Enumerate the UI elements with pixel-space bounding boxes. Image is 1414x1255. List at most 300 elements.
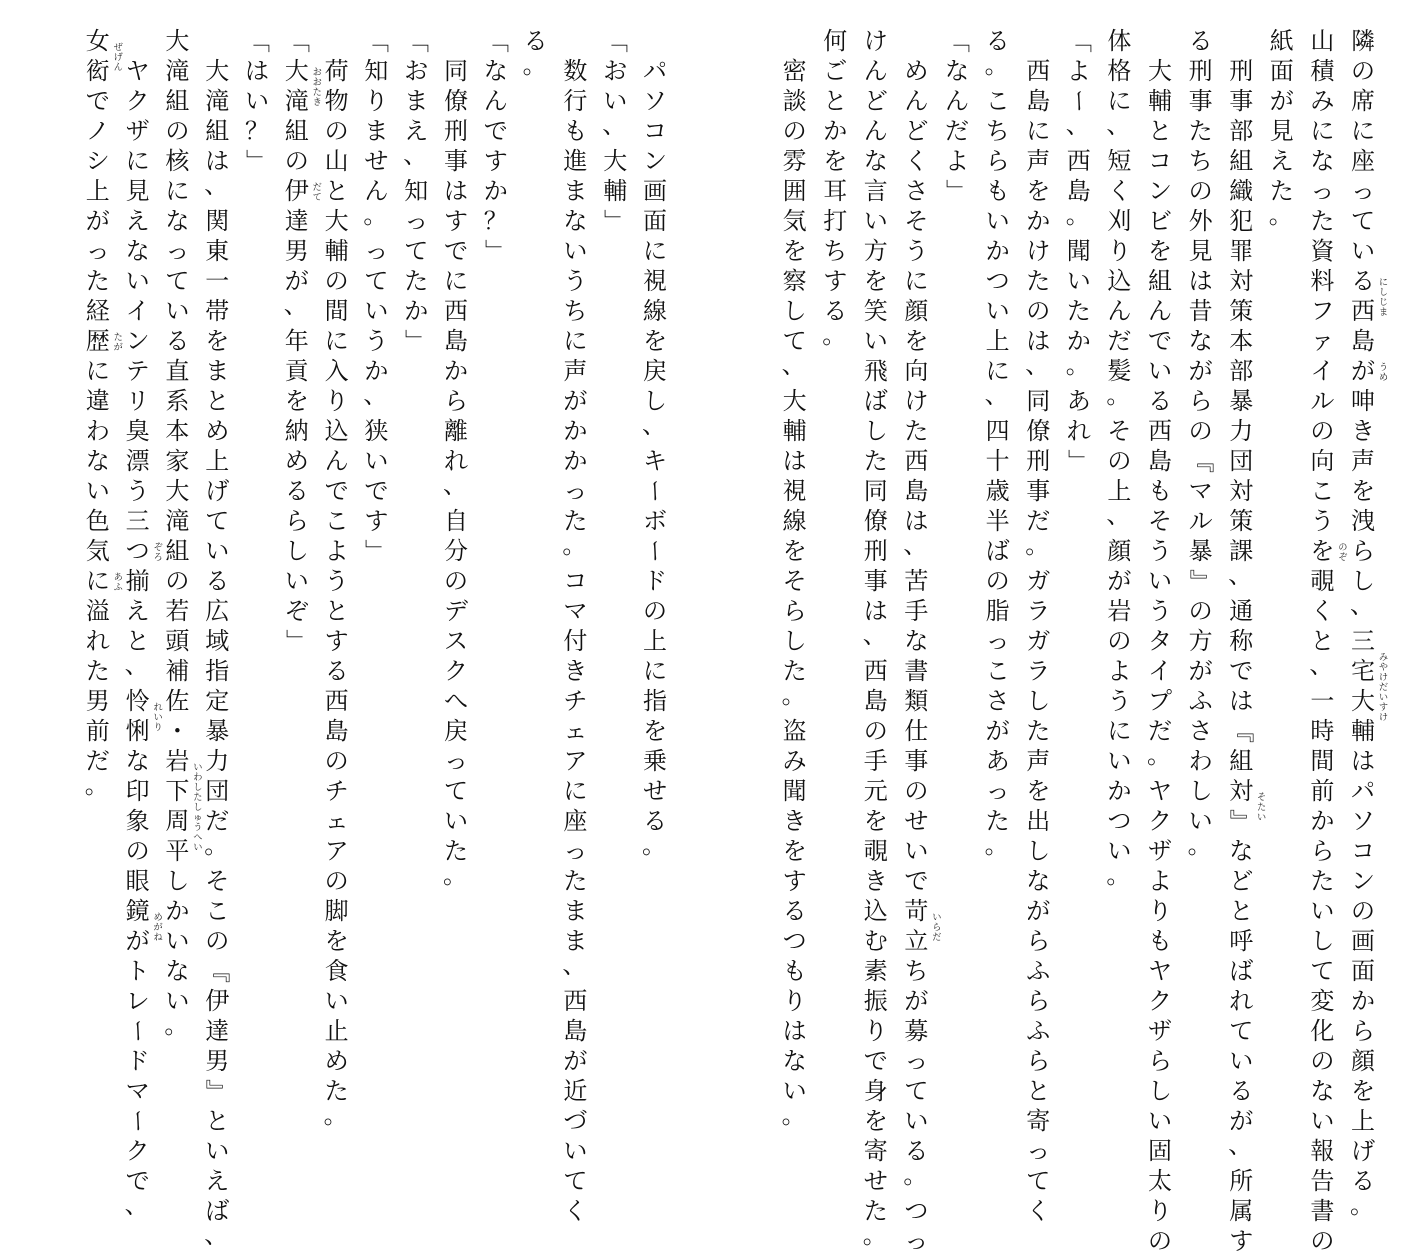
text-char: 象 xyxy=(125,807,150,835)
text-char: 滝 xyxy=(284,87,309,115)
text-char: 違 xyxy=(85,387,110,415)
text-char: で xyxy=(483,117,508,145)
text-char: に xyxy=(444,267,468,295)
text-char: 、 xyxy=(903,531,928,559)
text-char: く xyxy=(904,147,929,175)
text-char: 悧 xyxy=(125,717,150,745)
ruby-char: が xyxy=(113,343,123,353)
text-column xyxy=(1346,0,1388,1219)
text-char: ま xyxy=(364,117,389,145)
text-char: も xyxy=(985,177,1010,205)
ruby-char: み xyxy=(1378,653,1388,663)
text-char: 団 xyxy=(1229,447,1254,475)
text-char: 上 xyxy=(205,447,230,475)
text-char: あ xyxy=(1066,387,1091,415)
text-column xyxy=(439,0,473,1000)
text-char: 、 xyxy=(1106,501,1131,529)
text-char: よ xyxy=(1107,657,1132,685)
text-char: で xyxy=(125,1167,150,1195)
text-char xyxy=(1228,28,1254,54)
text-char: が xyxy=(85,207,110,235)
text-char: ち xyxy=(823,237,848,265)
text-char: て xyxy=(165,267,190,295)
text-char: つ xyxy=(985,267,1010,295)
text-char: よ xyxy=(945,147,969,175)
text-char: 顔 xyxy=(904,297,929,325)
text-char: た xyxy=(782,657,807,685)
text-char: に xyxy=(1107,87,1132,115)
text-char: 上 xyxy=(1107,477,1132,505)
text-char: か xyxy=(444,357,468,385)
text-char: い xyxy=(985,207,1010,235)
text-char: 周 xyxy=(165,807,190,835)
text-char: 岩 xyxy=(165,747,190,775)
text-char: 関 xyxy=(205,207,230,235)
text-char: 乗 xyxy=(643,747,667,775)
text-column xyxy=(638,0,672,1000)
text-char: 、 xyxy=(204,171,229,199)
text-char: そ xyxy=(1107,417,1132,445)
text-char: も xyxy=(563,117,588,145)
text-char: 平 xyxy=(165,837,190,865)
text-char: 域 xyxy=(205,627,230,655)
text-char: 、 xyxy=(642,411,666,439)
text-char: い xyxy=(863,327,888,355)
text-char: 年 xyxy=(284,327,309,355)
text-char: の xyxy=(165,567,190,595)
text-char: 。 xyxy=(1268,201,1293,229)
text-char: い xyxy=(985,297,1010,325)
ruby-char: す xyxy=(1378,703,1388,713)
text-char: い xyxy=(603,87,628,115)
text-char: こ xyxy=(1310,477,1335,505)
text-char: チ xyxy=(563,687,588,715)
text-char: フ xyxy=(1310,297,1335,325)
text-char: 男 xyxy=(284,237,309,265)
text-char: ど xyxy=(1229,867,1254,895)
text-char: ガ xyxy=(1026,627,1051,655)
text-char: 。 xyxy=(443,861,467,889)
text-char: 顔 xyxy=(1351,1047,1375,1075)
ruby-char: ま xyxy=(1378,308,1388,318)
text-char: デ xyxy=(444,597,468,625)
text-char: ボ xyxy=(643,507,667,535)
text-char: け xyxy=(904,387,929,415)
text-char: 罪 xyxy=(1229,237,1254,265)
text-char: で xyxy=(324,477,349,505)
text-char: ん xyxy=(483,87,508,115)
text-char: し xyxy=(643,387,667,415)
text-char: 入 xyxy=(324,357,349,385)
text-char: う xyxy=(125,477,150,505)
text-char: 西 xyxy=(324,687,349,715)
text-char: っ xyxy=(904,1047,929,1075)
text-char: つ xyxy=(125,537,150,565)
text-char: 岩 xyxy=(1107,597,1132,625)
text-char: 組 xyxy=(1229,747,1254,775)
text-char: か xyxy=(563,447,588,475)
text-char: 策 xyxy=(1229,507,1254,535)
text-char: て xyxy=(563,1167,588,1195)
text-char: ー xyxy=(123,1109,152,1133)
text-char: 囲 xyxy=(782,177,807,205)
text-char: 行 xyxy=(563,87,588,115)
text-char: で xyxy=(444,237,468,265)
text-char: き xyxy=(1351,417,1375,445)
text-char: 見 xyxy=(125,177,150,205)
text-char: 半 xyxy=(985,507,1010,535)
text-char: レ xyxy=(125,987,150,1015)
text-char: 滝 xyxy=(205,87,230,115)
text-char: プ xyxy=(1148,687,1172,715)
text-column xyxy=(1305,0,1348,1255)
text-char: 上 xyxy=(1351,1107,1375,1135)
ruby-char: の xyxy=(1338,543,1348,553)
text-char: ん xyxy=(863,57,888,85)
text-column xyxy=(160,0,203,1039)
text-char: 覗 xyxy=(1310,567,1335,595)
text-char: る xyxy=(643,807,667,835)
text-char: ち xyxy=(904,957,929,985)
text-char: か xyxy=(165,897,190,925)
text-char: か xyxy=(483,177,508,205)
text-char: た xyxy=(1310,207,1335,235)
text-char: 上 xyxy=(85,177,110,205)
text-char: 視 xyxy=(643,267,667,295)
text-char: か xyxy=(1310,807,1335,835)
text-char: な xyxy=(483,57,508,85)
text-char: な xyxy=(125,747,150,775)
text-char: っ xyxy=(165,237,190,265)
text-char: っ xyxy=(563,837,588,865)
text-char: い xyxy=(1107,747,1132,775)
text-char: 。 xyxy=(1106,861,1131,889)
text-char: る xyxy=(324,657,349,685)
text-column xyxy=(359,0,393,1000)
text-char: 進 xyxy=(563,147,588,175)
text-char: り xyxy=(782,987,807,1015)
text-char: ち xyxy=(563,297,588,325)
text-char: の xyxy=(324,747,349,775)
text-char: 談 xyxy=(782,87,807,115)
text-char: 一 xyxy=(1310,687,1335,715)
text-char: し xyxy=(863,417,888,445)
text-char: 指 xyxy=(643,687,667,715)
text-char: 座 xyxy=(1351,147,1375,175)
text-char: の xyxy=(904,777,929,805)
text-char: づ xyxy=(563,1107,588,1135)
text-char: 類 xyxy=(904,687,929,715)
ruby-char: し xyxy=(1378,288,1388,298)
text-char: 耳 xyxy=(823,177,848,205)
text-char: 漂 xyxy=(125,447,150,475)
text-char: な xyxy=(904,627,929,655)
text-char: ま xyxy=(205,357,230,385)
text-char: に xyxy=(125,147,150,175)
text-char: 『 xyxy=(203,959,232,983)
text-char: 同 xyxy=(444,57,468,85)
text-char: た xyxy=(904,417,929,445)
text-column xyxy=(859,0,893,1249)
text-char: け xyxy=(1026,237,1051,265)
text-char: て xyxy=(1351,207,1375,235)
text-char: 呻 xyxy=(1351,387,1375,415)
text-char: 刑 xyxy=(1188,57,1213,85)
text-char xyxy=(782,28,808,54)
text-char: ぞ xyxy=(284,597,309,625)
text-char: 、 xyxy=(283,291,308,319)
text-char: っ xyxy=(85,237,110,265)
text-char: り xyxy=(364,87,389,115)
text-char: 一 xyxy=(205,267,230,295)
text-char: ば xyxy=(1229,957,1254,985)
text-char: め xyxy=(284,447,309,475)
text-char: ラ xyxy=(1026,657,1051,685)
text-char: ん xyxy=(1107,297,1132,325)
text-char: た xyxy=(863,1197,888,1225)
text-char: 。 xyxy=(984,51,1009,79)
text-column xyxy=(940,0,974,1000)
text-char: 指 xyxy=(205,657,230,685)
text-char: 。 xyxy=(1187,831,1212,859)
text-char: 達 xyxy=(205,1017,230,1045)
text-column xyxy=(1143,0,1177,1255)
text-char: を xyxy=(782,837,807,865)
text-char: は xyxy=(782,447,807,475)
text-column xyxy=(240,0,274,1000)
text-char: い xyxy=(444,807,468,835)
text-char: 昔 xyxy=(1188,297,1213,325)
text-char: ザ xyxy=(125,117,150,145)
text-char: ソ xyxy=(643,87,667,115)
ruby-char: れ xyxy=(153,703,163,713)
text-char: て xyxy=(904,1077,929,1105)
text-char: 外 xyxy=(1188,207,1213,235)
text-char: ン xyxy=(1351,867,1375,895)
text-char: こ xyxy=(324,507,349,535)
text-char: ら xyxy=(1026,1047,1051,1075)
text-char: を xyxy=(782,537,807,565)
text-char: 四 xyxy=(985,417,1010,445)
text-column xyxy=(1224,0,1267,1255)
text-char: 補 xyxy=(165,657,190,685)
text-char: ェ xyxy=(563,717,588,745)
text-char: ア xyxy=(563,747,588,775)
text-char: る xyxy=(1351,1167,1375,1195)
text-char: か xyxy=(823,117,848,145)
ruby-char: が xyxy=(153,923,163,933)
text-char: の xyxy=(863,717,888,745)
text-char: ク xyxy=(125,1137,150,1165)
text-char: の xyxy=(324,117,349,145)
text-char: を xyxy=(863,1107,888,1135)
text-char: が xyxy=(1351,357,1375,385)
text-char: 」 xyxy=(1064,449,1093,473)
text-char: て xyxy=(205,507,230,535)
ruby-char: て xyxy=(312,193,322,203)
ruby-char: め xyxy=(1378,373,1388,383)
text-char: 、 xyxy=(1228,1131,1253,1159)
text-char: 下 xyxy=(165,777,190,805)
text-char: た xyxy=(85,267,110,295)
text-char: と xyxy=(1148,117,1172,145)
text-char: 向 xyxy=(904,357,929,385)
text-char: り xyxy=(1107,237,1132,265)
text-char: 本 xyxy=(1229,327,1254,355)
text-char: 」 xyxy=(243,149,271,173)
text-char: も xyxy=(1148,927,1172,955)
text-char: な xyxy=(85,447,110,475)
text-char: 何 xyxy=(823,27,848,55)
text-char: は xyxy=(782,1017,807,1045)
text-char: さ xyxy=(904,177,929,205)
text-char: を xyxy=(1351,477,1375,505)
text-char: 格 xyxy=(1107,57,1132,85)
text-char: か xyxy=(1107,777,1132,805)
text-char: 貢 xyxy=(284,357,309,385)
text-char: き xyxy=(863,867,888,895)
text-char: 若 xyxy=(165,597,190,625)
text-char: う xyxy=(1148,597,1172,625)
text-char: に xyxy=(563,777,588,805)
text-char: 島 xyxy=(863,687,888,715)
text-char: 』 xyxy=(203,1079,232,1103)
text-char: 輔 xyxy=(324,237,349,265)
text-char: は xyxy=(904,507,929,535)
text-char: ？ xyxy=(245,117,269,145)
text-char: 寄 xyxy=(1026,1107,1051,1135)
text-char: ふ xyxy=(1188,687,1213,715)
text-char: な xyxy=(125,237,150,265)
text-char: っ xyxy=(985,627,1010,655)
text-char: 島 xyxy=(904,477,929,505)
text-char: 「 xyxy=(481,29,510,53)
text-char: ん xyxy=(364,177,389,205)
text-char: 込 xyxy=(1107,267,1132,295)
text-char: た xyxy=(1026,717,1051,745)
text-char: 大 xyxy=(324,207,349,235)
text-char: る xyxy=(1148,387,1172,415)
text-column xyxy=(818,0,852,1000)
text-char: と xyxy=(125,627,150,655)
ruby-furigana xyxy=(931,913,942,943)
text-char: の xyxy=(782,117,807,145)
text-char: る xyxy=(1351,267,1375,295)
text-char: 歳 xyxy=(985,477,1010,505)
text-char: に xyxy=(1107,717,1132,745)
text-char: が xyxy=(1107,567,1132,595)
text-char: い xyxy=(1229,1047,1254,1075)
text-char: 髪 xyxy=(1107,357,1132,385)
text-char: 方 xyxy=(863,237,888,265)
text-char: 犯 xyxy=(1229,207,1254,235)
ruby-char: た xyxy=(193,793,203,803)
text-char: 力 xyxy=(205,747,230,775)
text-char: 書 xyxy=(1310,1197,1335,1225)
text-char: に xyxy=(85,567,110,595)
text-char: と xyxy=(324,597,349,625)
text-char xyxy=(562,28,588,54)
text-char: い xyxy=(1310,1107,1335,1135)
text-char: 事 xyxy=(863,567,888,595)
text-char: 手 xyxy=(904,597,929,625)
ruby-char: ろ xyxy=(153,553,163,563)
text-char: き xyxy=(782,807,807,835)
text-char: 変 xyxy=(1310,987,1335,1015)
text-char: 付 xyxy=(563,627,588,655)
text-char: 」 xyxy=(282,629,311,653)
text-char: に xyxy=(165,177,190,205)
ruby-char: に xyxy=(1378,278,1388,288)
text-char: を xyxy=(823,147,848,175)
text-char: 鏡 xyxy=(125,897,150,925)
text-char: 、 xyxy=(1065,111,1090,139)
text-char: 脂 xyxy=(985,597,1010,625)
text-char: ル xyxy=(1188,507,1213,535)
text-char xyxy=(125,28,151,54)
text-char: ら xyxy=(1026,927,1051,955)
text-char: を xyxy=(284,387,309,415)
text-char: 達 xyxy=(284,207,309,235)
text-char: い xyxy=(324,987,349,1015)
ruby-char: げ xyxy=(113,53,123,63)
text-char: 刑 xyxy=(1229,57,1254,85)
text-char: ま xyxy=(404,87,429,115)
text-char: 線 xyxy=(782,507,807,535)
text-char: だ xyxy=(85,747,110,775)
text-char: 。 xyxy=(1350,1191,1374,1219)
text-char: 聞 xyxy=(782,777,807,805)
text-char: が xyxy=(985,717,1010,745)
text-char: が xyxy=(1229,1107,1254,1135)
text-char: て xyxy=(1026,1167,1051,1195)
text-char: ー xyxy=(123,1019,152,1043)
text-char: へ xyxy=(444,687,468,715)
text-char: な xyxy=(1229,837,1254,865)
text-char: 、 xyxy=(403,141,428,169)
text-char: 策 xyxy=(1229,297,1254,325)
text-char: の xyxy=(1351,897,1375,925)
text-char: ら xyxy=(1148,1047,1172,1075)
text-char: か xyxy=(364,357,389,385)
text-char: ん xyxy=(324,447,349,475)
text-char: 覗 xyxy=(863,837,888,865)
text-char: 定 xyxy=(205,687,230,715)
text-char: の xyxy=(284,147,309,175)
text-char: 顔 xyxy=(1107,537,1132,565)
text-char: こ xyxy=(205,897,230,925)
text-char: と xyxy=(1026,1077,1051,1105)
text-char: し xyxy=(1026,687,1051,715)
text-char: の xyxy=(1310,417,1335,445)
text-char: れ xyxy=(85,627,110,655)
text-char: た xyxy=(985,807,1010,835)
text-char: が xyxy=(563,1047,588,1075)
text-char: 見 xyxy=(1269,117,1294,145)
text-char: む xyxy=(863,927,888,955)
text-char: ソ xyxy=(1351,807,1375,835)
text-char: 西 xyxy=(563,987,588,1015)
text-char: お xyxy=(404,57,429,85)
text-char: え xyxy=(404,117,429,145)
text-char: 家 xyxy=(165,447,190,475)
text-char: 同 xyxy=(863,477,888,505)
text-char: 組 xyxy=(165,87,190,115)
text-char: せ xyxy=(643,777,667,805)
text-char: 面 xyxy=(643,207,667,235)
text-char xyxy=(324,28,350,54)
ruby-furigana xyxy=(1337,543,1348,563)
